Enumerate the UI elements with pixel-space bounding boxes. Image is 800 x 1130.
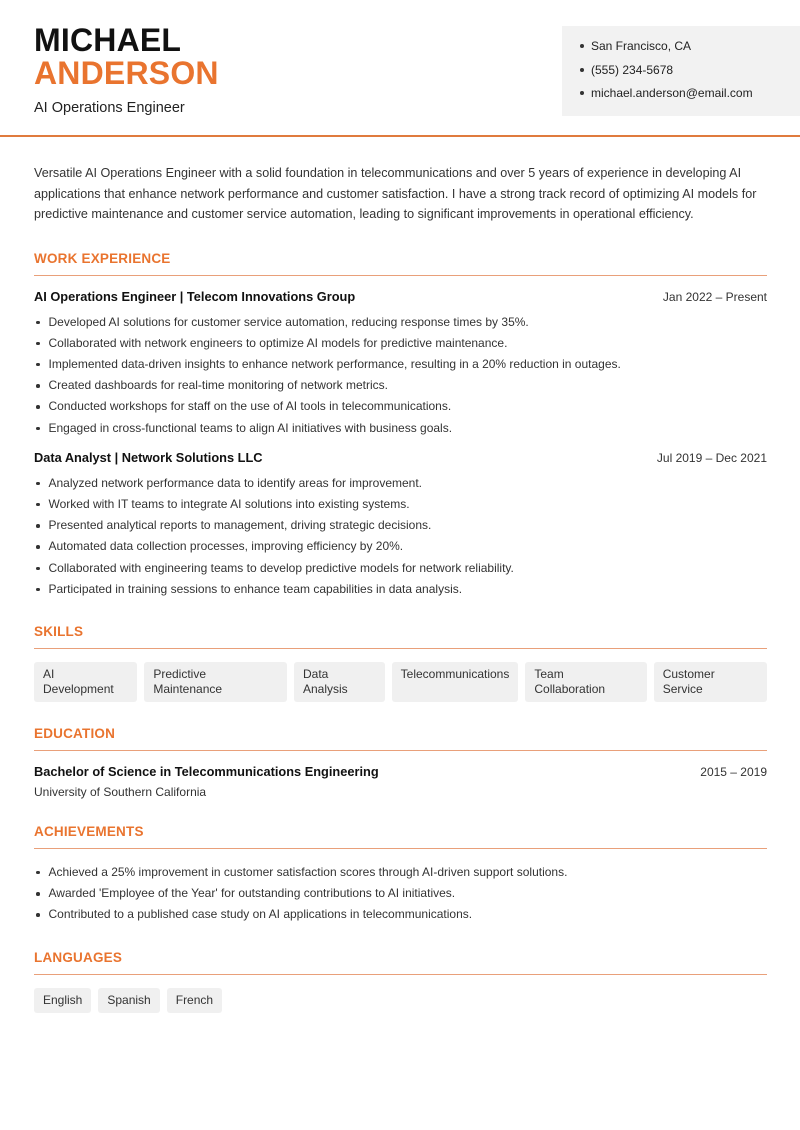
skill-tags [34, 662, 767, 702]
contact-phone: (555) 234-5678 [580, 61, 800, 85]
bullet-icon [36, 545, 40, 549]
section-title-work: WORK EXPERIENCE [34, 251, 767, 276]
bullet-icon [580, 91, 584, 95]
list-item: Achieved a 25% improvement in customer satisfaction scores through AI-driven support solutions. [34, 862, 767, 883]
job-bullets [34, 473, 767, 600]
bullet-icon [580, 44, 584, 48]
skill-tag: Customer Service [654, 662, 767, 702]
job-entry-title: Data Analyst | Network Solutions LLC [34, 449, 263, 465]
list-item: Presented analytical reports to management, driving strategic decisions. [34, 515, 767, 536]
section-title-achievements: ACHIEVEMENTS [34, 824, 767, 849]
language-tag: French [167, 988, 222, 1013]
first-name: MICHAEL [34, 22, 182, 58]
list-item: Analyzed network performance data to identify areas for improvement. [34, 473, 767, 494]
language-tag: Spanish [98, 988, 159, 1013]
bullet-icon [36, 588, 40, 592]
contact-box [562, 26, 800, 116]
bullet-icon [36, 384, 40, 388]
list-item: Implemented data-driven insights to enhance network performance, resulting in a 20% reduction in outages. [34, 354, 767, 375]
job-entry [34, 289, 767, 439]
achievement-list [34, 862, 767, 926]
skill-tag: Predictive Maintenance [144, 662, 287, 702]
list-item: Conducted workshops for staff on the use of AI tools in telecommunications. [34, 396, 767, 417]
list-item: Developed AI solutions for customer service automation, reducing response times by 35%. [34, 312, 767, 333]
section-title-skills: SKILLS [34, 624, 767, 649]
bullet-icon [36, 567, 40, 571]
language-tags [34, 988, 767, 1013]
list-item: Worked with IT teams to integrate AI solutions into existing systems. [34, 494, 767, 515]
contact-email: michael.anderson@email.com [580, 84, 800, 108]
list-item: Contributed to a published case study on AI applications in telecommunications. [34, 904, 767, 925]
bullet-icon [36, 913, 40, 917]
bullet-icon [36, 405, 40, 409]
school: University of Southern California [34, 784, 207, 799]
bullet-icon [36, 321, 40, 325]
list-item: Participated in training sessions to enhance team capabilities in data analysis. [34, 579, 767, 600]
bullet-icon [36, 482, 40, 486]
list-item: Engaged in cross-functional teams to align AI initiatives with business goals. [34, 418, 767, 439]
candidate-name [34, 24, 219, 90]
languages-section [34, 950, 767, 1013]
job-entry-title: AI Operations Engineer | Telecom Innovations Group [34, 288, 356, 304]
bullet-icon [36, 342, 40, 346]
skill-tag: Data Analysis [294, 662, 385, 702]
bullet-icon [36, 524, 40, 528]
section-title-education: EDUCATION [34, 726, 767, 751]
job-title: AI Operations Engineer [34, 100, 185, 116]
resume-header [0, 0, 800, 137]
job-entry-dates: Jan 2022 – Present [662, 289, 767, 304]
bullet-icon [36, 503, 40, 507]
last-name: ANDERSON [34, 55, 219, 91]
skill-tag: Telecommunications [392, 662, 519, 702]
skill-tag: AI Development [34, 662, 137, 702]
bullet-icon [36, 871, 40, 875]
section-title-languages: LANGUAGES [34, 950, 767, 975]
achievements-section [34, 824, 767, 926]
bullet-icon [36, 892, 40, 896]
job-bullets [34, 312, 767, 439]
degree: Bachelor of Science in Telecommunications Engineering [34, 763, 379, 779]
job-entry [34, 450, 767, 600]
bullet-icon [36, 363, 40, 367]
language-tag: English [34, 988, 91, 1013]
education-dates: 2015 – 2019 [700, 764, 767, 779]
skill-tag: Team Collaboration [525, 662, 646, 702]
bullet-icon [580, 68, 584, 72]
list-item: Collaborated with engineering teams to develop predictive models for network reliability. [34, 558, 767, 579]
contact-location: San Francisco, CA [580, 37, 800, 61]
skills-section [34, 624, 767, 702]
education-section [34, 726, 767, 799]
job-entry-dates: Jul 2019 – Dec 2021 [656, 450, 767, 465]
list-item: Collaborated with network engineers to optimize AI models for predictive maintenance. [34, 333, 767, 354]
list-item: Created dashboards for real-time monitoring of network metrics. [34, 375, 767, 396]
resume-body [34, 163, 767, 1013]
bullet-icon [36, 427, 40, 431]
summary: Versatile AI Operations Engineer with a solid foundation in telecommunications and over 5 years of experience in developing AI applications that enhance network performance and customer satisfaction. I have a strong track record of optimizing AI models for predictive maintenance and customer service automation, leading to significant improvements in operational efficiency. [34, 166, 757, 221]
list-item: Automated data collection processes, improving efficiency by 20%. [34, 536, 767, 557]
list-item: Awarded 'Employee of the Year' for outstanding contributions to AI initiatives. [34, 883, 767, 904]
work-experience-section [34, 251, 767, 600]
